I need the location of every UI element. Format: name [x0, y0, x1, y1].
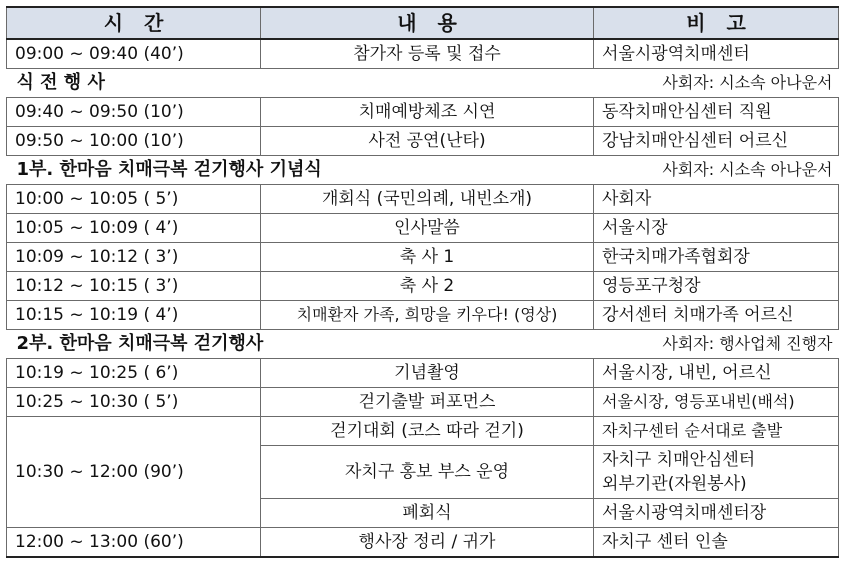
time-cell: 09:00 ~ 09:40 (40’): [7, 39, 261, 69]
note-cell: 서울시장, 영등포내빈(배석): [594, 388, 839, 417]
note-cell: 한국치매가족협회장: [594, 243, 839, 272]
note-cell: 강서센터 치매가족 어르신: [594, 301, 839, 330]
table-row: [7, 98, 839, 127]
table-row: [7, 359, 839, 388]
note-cell: 서울시장: [594, 214, 839, 243]
table-row: [7, 388, 839, 417]
table-row: [7, 243, 839, 272]
content-cell: 치매환자 가족, 희망을 키우다! (영상): [261, 301, 594, 330]
section-title: 2부. 한마음 치매극복 걷기행사: [7, 330, 594, 359]
content-cell: 참가자 등록 및 접수: [261, 39, 594, 69]
content-cell: 걷기대회 (코스 따라 걷기): [261, 417, 594, 446]
section-host: 사회자: 시소속 아나운서: [594, 156, 839, 185]
content-cell: 개회식 (국민의례, 내빈소개): [261, 185, 594, 214]
table-row: [7, 39, 839, 69]
time-cell: 09:40 ~ 09:50 (10’): [7, 98, 261, 127]
note-cell: 서울시광역치매센터: [594, 39, 839, 69]
time-cell: 09:50 ~ 10:00 (10’): [7, 127, 261, 156]
content-cell: 사전 공연(난타): [261, 127, 594, 156]
section-row: [7, 69, 839, 98]
time-cell: 10:15 ~ 10:19 ( 4’): [7, 301, 261, 330]
note-cell: 서울시장, 내빈, 어르신: [594, 359, 839, 388]
section-title: 식 전 행 사: [7, 69, 594, 98]
section-title: 1부. 한마음 치매극복 걷기행사 기념식: [7, 156, 594, 185]
table-row: [7, 272, 839, 301]
time-cell: 12:00 ~ 13:00 (60’): [7, 528, 261, 558]
table-row: [7, 127, 839, 156]
table-row: [7, 301, 839, 330]
note-cell: 영등포구청장: [594, 272, 839, 301]
note-cell: [594, 446, 839, 499]
note-line-2: 외부기관(자원봉사): [602, 474, 747, 494]
content-cell: 자치구 홍보 부스 운영: [261, 446, 594, 499]
header-content: 내 용: [261, 7, 594, 39]
table-header: [7, 7, 839, 39]
content-cell: 축 사 2: [261, 272, 594, 301]
time-cell: 10:05 ~ 10:09 ( 4’): [7, 214, 261, 243]
section-row: [7, 156, 839, 185]
header-time: 시 간: [7, 7, 261, 39]
time-cell: 10:25 ~ 10:30 ( 5’): [7, 388, 261, 417]
note-cell: 자치구센터 순서대로 출발: [594, 417, 839, 446]
time-cell: 10:19 ~ 10:25 ( 6’): [7, 359, 261, 388]
content-cell: 폐회식: [261, 499, 594, 528]
section-host: 사회자: 행사업체 진행자: [594, 330, 839, 359]
content-cell: 인사말씀: [261, 214, 594, 243]
table-row: [7, 528, 839, 558]
content-cell: 축 사 1: [261, 243, 594, 272]
time-cell: 10:00 ~ 10:05 ( 5’): [7, 185, 261, 214]
note-cell: 서울시광역치매센터장: [594, 499, 839, 528]
time-cell: 10:12 ~ 10:15 ( 3’): [7, 272, 261, 301]
table-row: [7, 185, 839, 214]
content-cell: 걷기출발 퍼포먼스: [261, 388, 594, 417]
schedule-table: [6, 6, 839, 558]
section-row: [7, 330, 839, 359]
table-row: [7, 417, 839, 446]
time-cell-merged: 10:30 ~ 12:00 (90’): [7, 417, 261, 528]
section-host: 사회자: 시소속 아나운서: [594, 69, 839, 98]
note-line-1: 자치구 치매안심센터: [602, 450, 756, 470]
table-row: [7, 214, 839, 243]
content-cell: 기념촬영: [261, 359, 594, 388]
note-cell: 사회자: [594, 185, 839, 214]
content-cell: 치매예방체조 시연: [261, 98, 594, 127]
content-cell: 행사장 정리 / 귀가: [261, 528, 594, 558]
note-cell: 강남치매안심센터 어르신: [594, 127, 839, 156]
time-cell: 10:09 ~ 10:12 ( 3’): [7, 243, 261, 272]
note-cell: 자치구 센터 인솔: [594, 528, 839, 558]
header-note: 비 고: [594, 7, 839, 39]
note-cell: 동작치매안심센터 직원: [594, 98, 839, 127]
